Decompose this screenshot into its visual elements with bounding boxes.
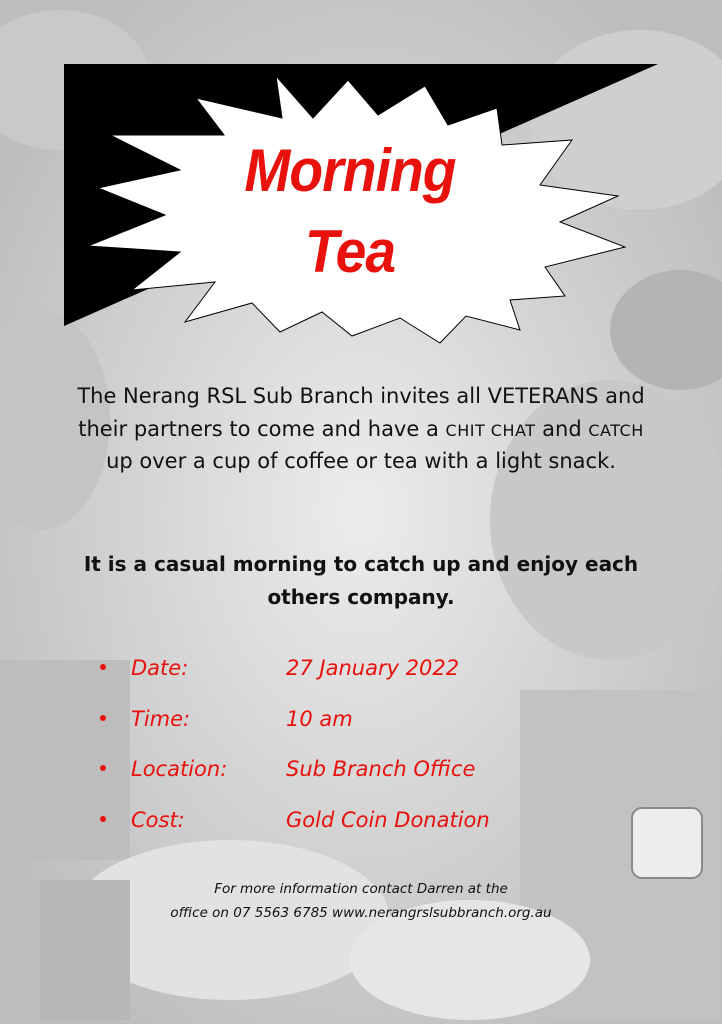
footer-line-2: office on 07 5563 6785 www.nerangrslsubbranch.org.au xyxy=(170,904,552,921)
detail-item-date xyxy=(100,652,620,703)
intro-text-2: and xyxy=(535,416,589,441)
detail-label: Cost: xyxy=(131,807,185,832)
detail-value: Sub Branch Office xyxy=(286,757,476,781)
detail-item-time xyxy=(100,703,620,754)
footer-line-1: For more information contact Darren at the xyxy=(214,881,508,897)
detail-label: Location: xyxy=(131,757,228,781)
title-line-1: Morning xyxy=(244,137,456,204)
detail-item-cost xyxy=(100,804,620,855)
bullet-icon xyxy=(100,715,106,721)
detail-value: Gold Coin Donation xyxy=(286,807,490,832)
detail-item-location xyxy=(100,753,620,804)
intro-text-3: up over a cup of coffee or tea with a light snack. xyxy=(106,449,616,474)
detail-label: Date: xyxy=(131,656,189,680)
bullet-icon xyxy=(100,765,106,771)
chit-chat-text: CHIT CHAT xyxy=(445,420,536,440)
contact-footer xyxy=(100,878,622,925)
detail-value: 27 January 2022 xyxy=(286,656,460,680)
detail-value: 10 am xyxy=(286,706,353,731)
intro-paragraph xyxy=(70,380,652,478)
event-details-list xyxy=(100,652,620,854)
intro-text: The Nerang RSL Sub Branch invites all VETERANS and their partners to come and have a xyxy=(77,384,645,441)
bullet-icon xyxy=(100,664,106,670)
detail-label: Time: xyxy=(131,706,191,731)
bullet-icon xyxy=(100,816,106,822)
title-line-2: Tea xyxy=(304,218,396,285)
highlight-message: It is a casual morning to catch up and enjoy each others company. xyxy=(83,552,639,609)
catch-text: CATCH xyxy=(588,420,644,440)
